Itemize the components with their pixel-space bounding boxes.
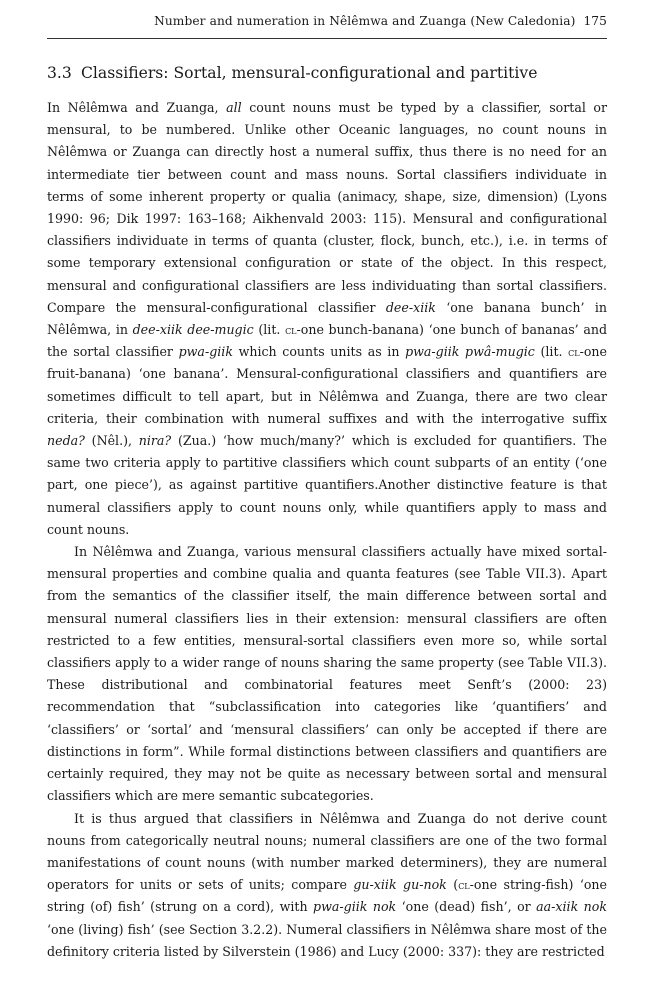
- text-run: It is thus argued that classifiers in Nêlêmwa and Zuanga do not derive count nouns from categorically neutral nouns; numeral classifiers are one of the two formal manifestations of count nouns (with number marked determiners), they are numeral operators for units or sets of units; compare: [47, 810, 607, 893]
- text-run: ‘one (dead) fish’, or: [396, 899, 537, 915]
- italic-term: pwa-giik nok: [313, 899, 397, 915]
- italic-term: nira?: [138, 433, 172, 449]
- text-run: In Nêlêmwa and Zuanga, various mensural classifiers actually have mixed sortal-mensural properties and combine qualia and quanta features (see Table VII.3). Apart from the semantics of the classifier itself, the main difference between sortal and mensural numeral classifiers lies in their extension: mensural classifiers are often restricted to a few entities, mensural-sortal classifiers even more so, while sortal classifiers apply to a wider range of nouns sharing the same property (see Table VII.3). These distributional and combinatorial features meet Senft’s (2000: 23) recommendation that “subclassification into categories like ‘quantifiers’ and ‘classifiers’ or ‘sortal’ and ‘mensural classifiers’ can only be accepted if there are distinctions in form”. While formal distinctions between classifiers and quantifiers are certainly required, they may not be quite as necessary between sortal and mensural classifiers which are mere semantic subcategories.: [47, 544, 607, 804]
- text-run: -one bunch-banana) ‘one bunch of bananas’ and the sortal classifier: [47, 322, 608, 360]
- paragraph-1: [47, 97, 607, 541]
- italic-term: dee-xiik dee-mugic: [132, 322, 254, 338]
- gloss-abbrev: cl: [285, 323, 297, 338]
- text-run: (lit.: [253, 322, 286, 338]
- running-head: [47, 14, 607, 28]
- italic-term: gu-xiik gu-nok: [353, 877, 447, 893]
- section-number: 3.3: [47, 64, 72, 82]
- italic-term: dee-xiik: [385, 299, 436, 315]
- italic-term: all: [226, 100, 242, 115]
- text-run: ‘one (living) fish’ (see Section 3.2.2). Numeral classifiers in Nêlêmwa share most of the definitory criteria listed by Silverstein (1986) and Lucy (2000: 337): they are restricted: [47, 921, 607, 959]
- text-run: (: [446, 877, 459, 893]
- italic-term: pwa-giik pwâ-mugic: [405, 344, 535, 360]
- gloss-abbrev: cl: [568, 345, 580, 360]
- text-run: count nouns must be typed by a classifier, sortal or mensural, to be numbered. Unlike other Oceanic languages, no count nouns in Nêlêmwa or Zuanga can directly host a numeral suffix, thus there is no need for an intermediate tier between count and mass nouns. Sortal classifiers individuate in terms of some inherent property or qualia (animacy, shape, size, dimension) (Lyons 1990: 96; Dik 1997: 163–168; Aikhenvald 2003: 115). Mensural and configurational classifiers individuate in terms of quanta (cluster, flock, bunch, etc.), i.e. in terms of some temporary extensional configuration or state of the object. In this respect, mensural and configurational classifiers are less individuating than sortal classifiers. Compare the mensural-configurational classifier: [47, 100, 607, 315]
- body-text: [47, 97, 607, 963]
- text-run: (Nêl.),: [84, 433, 139, 449]
- text-run: -one fruit-banana) ‘one banana’. Mensural-configurational classifiers and quantifiers are sometimes difficult to tell apart, but in Nêlêmwa and Zuanga, there are two clear criteria, their combination with numeral suffixes and with the interrogative suffix: [47, 344, 607, 426]
- section-title: Classifiers: Sortal, mensural-configurational and partitive: [81, 64, 538, 82]
- text-run: (Zua.) ‘how much/many?’ which is excluded for quantifiers. The same two criteria apply to partitive classifiers which count subparts of an entity (‘one part, one piece’), as against partitive quantifiers.Another distinctive feature is that numeral classifiers apply to count nouns only, while quantifiers apply to mass and count nouns.: [47, 433, 607, 537]
- text-run: -one string-fish) ‘one string (of) fish’ (strung on a cord), with: [47, 877, 607, 915]
- italic-term: pwa-giik: [178, 344, 233, 360]
- header-rule: [47, 38, 607, 39]
- paragraph-3: [47, 808, 607, 963]
- section-heading: [47, 64, 607, 82]
- text-run: which counts units as in: [232, 344, 406, 360]
- italic-term: aa-xiik nok: [536, 899, 607, 915]
- text-run: (lit.: [534, 344, 569, 360]
- text-run: In Nêlêmwa and Zuanga,: [47, 100, 227, 115]
- paragraph-2: [47, 541, 607, 807]
- italic-term: neda?: [47, 433, 85, 449]
- gloss-abbrev: cl: [458, 878, 470, 893]
- running-head-title: Number and numeration in Nêlêmwa and Zuanga (New Caledonia): [154, 14, 576, 28]
- text-run: ‘one banana bunch’ in Nêlêmwa, in: [47, 299, 607, 338]
- page-number: 175: [583, 14, 607, 28]
